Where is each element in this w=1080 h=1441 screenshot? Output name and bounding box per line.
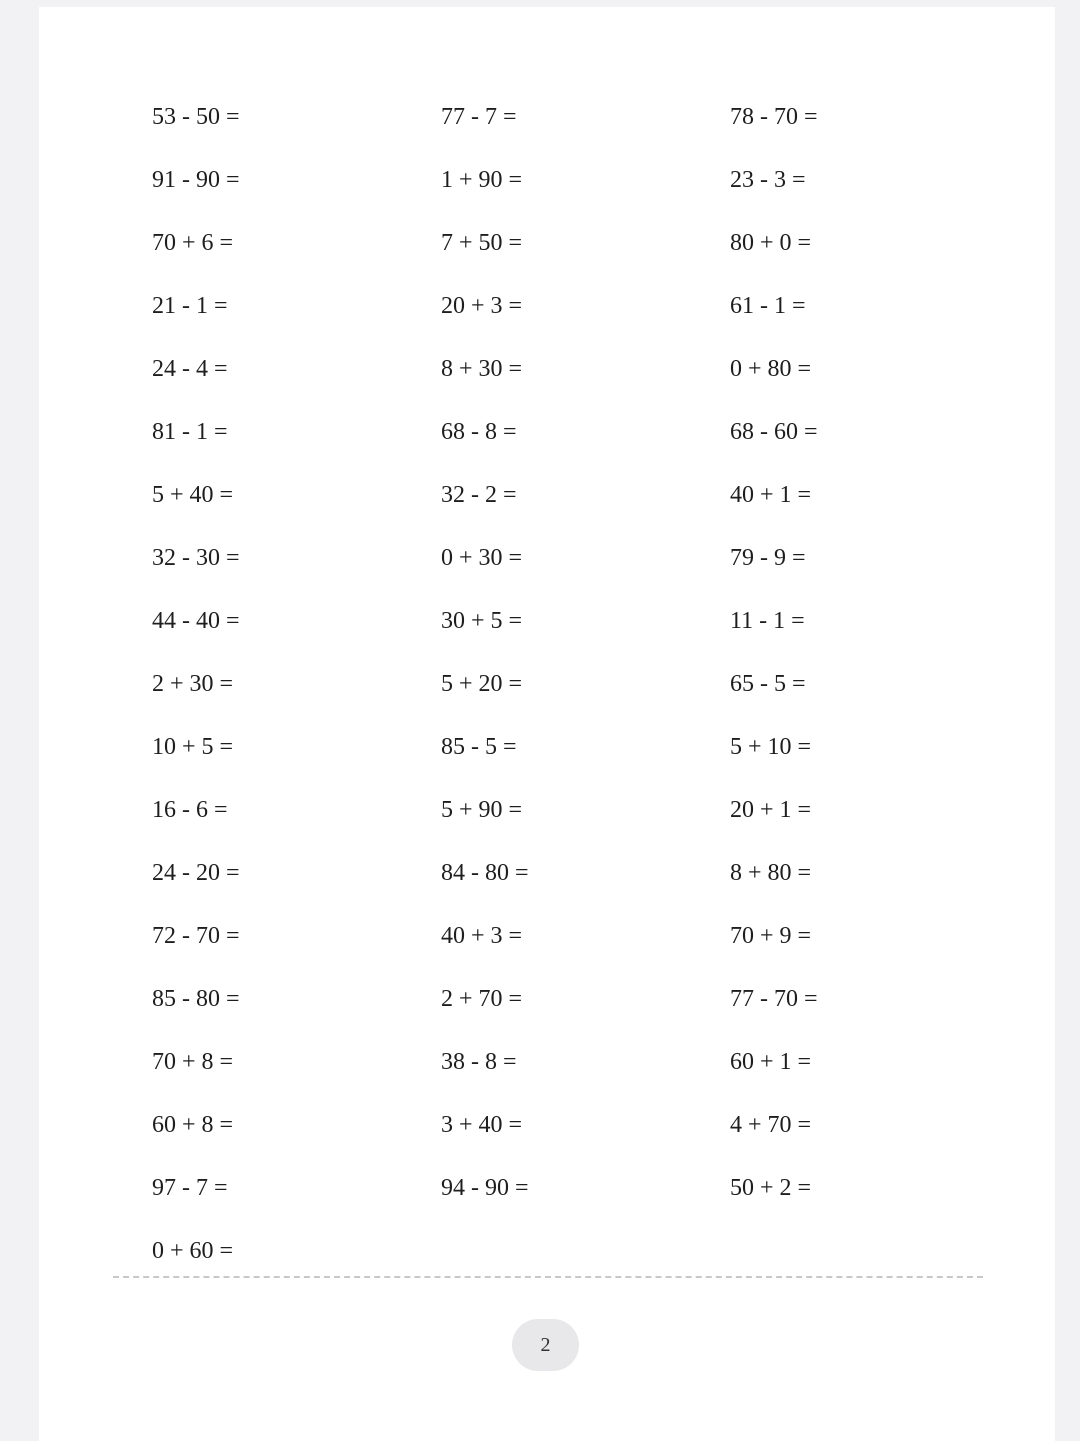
math-problem: 32 - 30 = (152, 545, 240, 571)
math-problem: 20 + 3 = (441, 293, 523, 319)
math-problem: 60 + 1 = (730, 1049, 812, 1075)
math-problem: 20 + 1 = (730, 797, 812, 823)
math-problem: 2 + 70 = (441, 986, 523, 1012)
problem-grid (152, 95, 1022, 1292)
math-problem: 38 - 8 = (441, 1049, 517, 1075)
math-problem: 81 - 1 = (152, 419, 228, 445)
math-problem: 30 + 5 = (441, 608, 523, 634)
math-problem: 53 - 50 = (152, 104, 240, 130)
math-problem: 1 + 90 = (441, 167, 523, 193)
math-problem: 32 - 2 = (441, 482, 517, 508)
math-problem: 8 + 30 = (441, 356, 523, 382)
math-problem: 44 - 40 = (152, 608, 240, 634)
math-problem: 91 - 90 = (152, 167, 240, 193)
math-problem: 77 - 7 = (441, 104, 517, 130)
math-problem: 8 + 80 = (730, 860, 812, 886)
math-problem: 61 - 1 = (730, 293, 806, 319)
math-problem: 85 - 5 = (441, 734, 517, 760)
math-problem: 84 - 80 = (441, 860, 529, 886)
math-problem: 16 - 6 = (152, 797, 228, 823)
math-problem: 7 + 50 = (441, 230, 523, 256)
math-problem: 5 + 10 = (730, 734, 812, 760)
math-problem: 80 + 0 = (730, 230, 812, 256)
worksheet-page (39, 7, 1055, 1441)
math-problem: 21 - 1 = (152, 293, 228, 319)
math-problem: 78 - 70 = (730, 104, 818, 130)
math-problem: 77 - 70 = (730, 986, 818, 1012)
math-problem: 50 + 2 = (730, 1175, 812, 1201)
math-problem: 60 + 8 = (152, 1112, 234, 1138)
math-problem: 4 + 70 = (730, 1112, 812, 1138)
math-problem: 85 - 80 = (152, 986, 240, 1012)
math-problem: 72 - 70 = (152, 923, 240, 949)
math-problem: 0 + 80 = (730, 356, 812, 382)
math-problem: 3 + 40 = (441, 1112, 523, 1138)
math-problem: 5 + 40 = (152, 482, 234, 508)
math-problem: 11 - 1 = (730, 608, 805, 634)
math-problem: 68 - 60 = (730, 419, 818, 445)
math-problem: 70 + 9 = (730, 923, 812, 949)
math-problem: 24 - 20 = (152, 860, 240, 886)
math-problem: 40 + 1 = (730, 482, 812, 508)
page-divider (113, 1276, 983, 1278)
math-problem: 2 + 30 = (152, 671, 234, 697)
math-problem: 97 - 7 = (152, 1175, 228, 1201)
math-problem: 94 - 90 = (441, 1175, 529, 1201)
math-problem: 68 - 8 = (441, 419, 517, 445)
math-problem: 65 - 5 = (730, 671, 806, 697)
math-problem: 24 - 4 = (152, 356, 228, 382)
page-number-badge: 2 (512, 1319, 579, 1371)
math-problem: 5 + 90 = (441, 797, 523, 823)
math-problem: 23 - 3 = (730, 167, 806, 193)
math-problem: 5 + 20 = (441, 671, 523, 697)
math-problem: 0 + 30 = (441, 545, 523, 571)
math-problem: 10 + 5 = (152, 734, 234, 760)
math-problem: 40 + 3 = (441, 923, 523, 949)
math-problem: 0 + 60 = (152, 1238, 234, 1264)
math-problem: 70 + 8 = (152, 1049, 234, 1075)
math-problem: 70 + 6 = (152, 230, 234, 256)
math-problem: 79 - 9 = (730, 545, 806, 571)
